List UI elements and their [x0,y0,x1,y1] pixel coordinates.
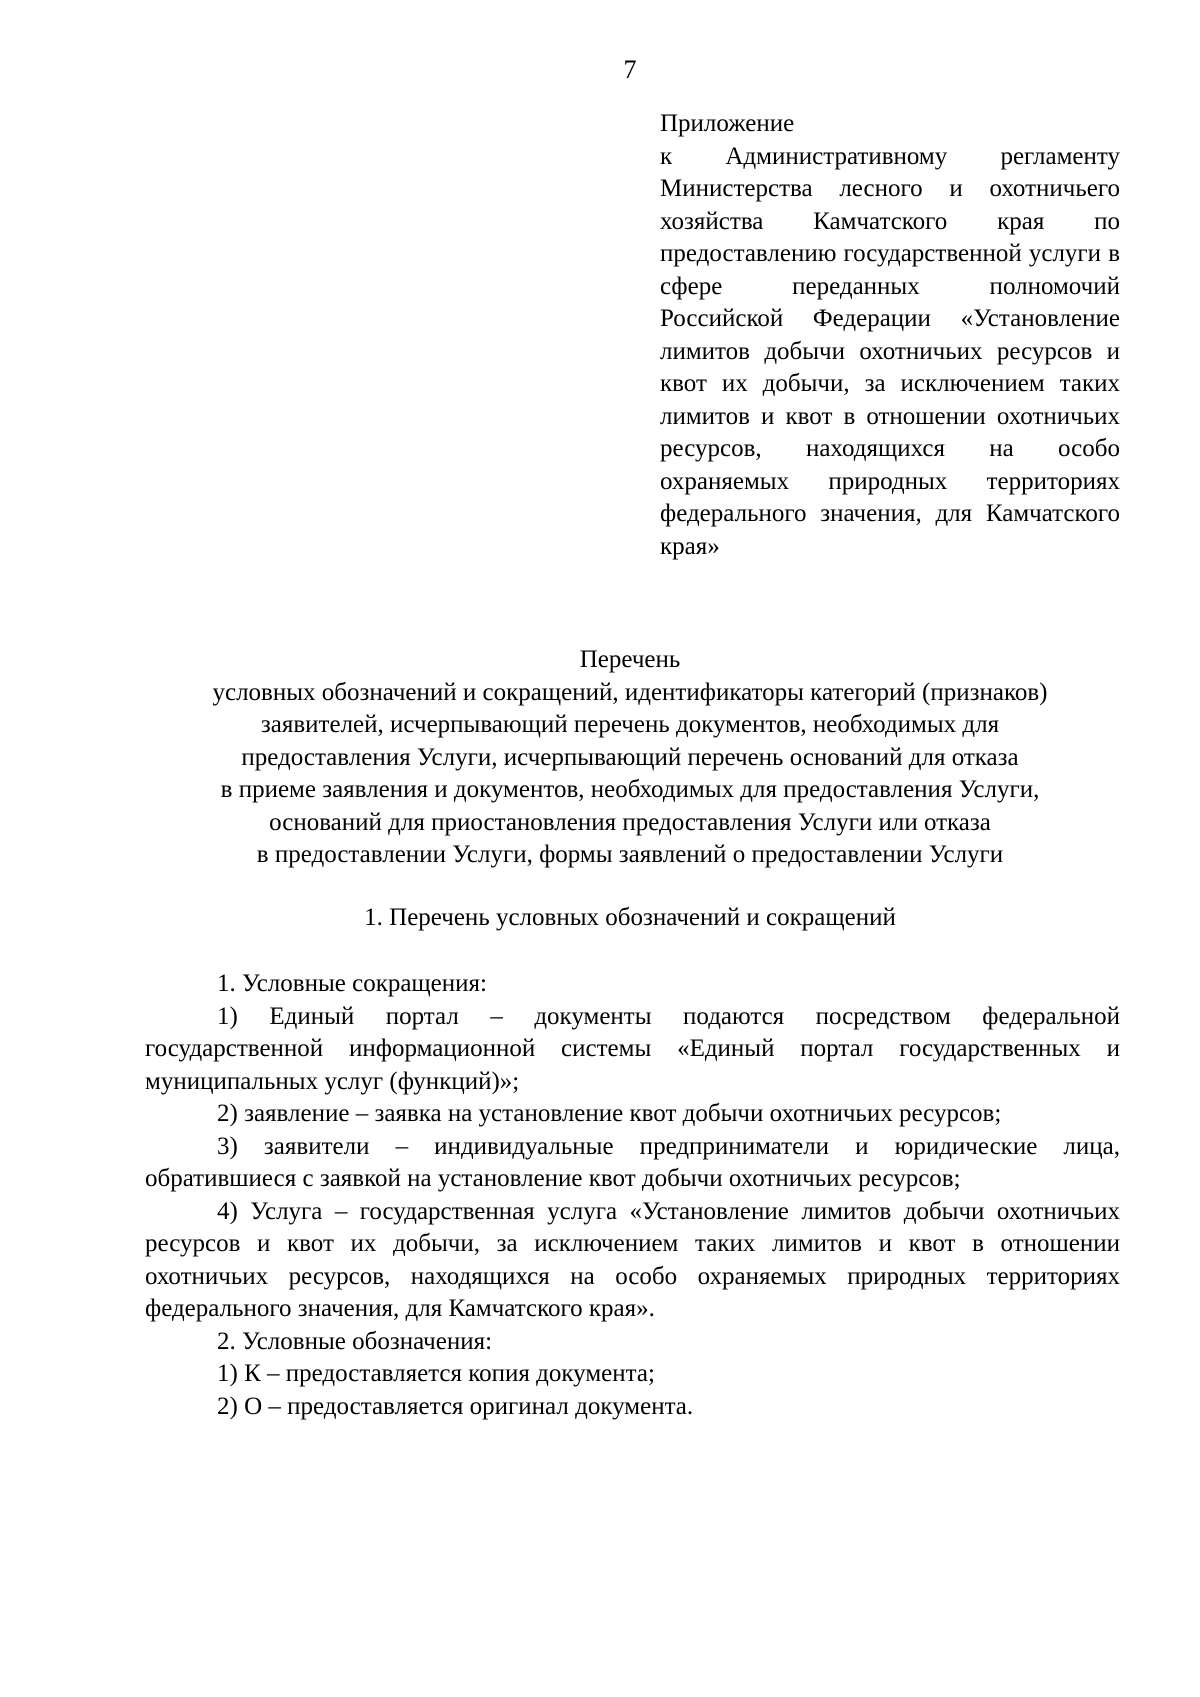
paragraph: 2) заявление – заявка на установление квот добычи охотничьих ресурсов; [217,1100,1002,1127]
document-title-line: в предоставлении Услуги, формы заявлений о предоставлении Услуги [256,841,1004,868]
document-title-word: Перечень [579,646,681,673]
annex-block [660,108,1120,563]
paragraph: 2) О – предоставляется оригинал документа. [217,1392,694,1420]
paragraph: 1. Условные сокращения: [217,970,487,997]
document-title-line: в приеме заявления и документов, необходимых для предоставления Услуги, [220,776,1040,803]
section-heading: 1. Перечень условных обозначений и сокращений [364,904,896,931]
paragraph: 1) Единый портал – документы подаются посредством федеральной государственной информационной системы «Единый портал государственных и муниципальных услуг (функций)»; [145,1002,1120,1095]
document-title [130,644,1130,872]
paragraph: 2. Условные обозначения: [217,1327,493,1355]
page-number: 7 [623,55,637,84]
paragraph: 4) Услуга – государственная услуга «Установление лимитов добычи охотничьих ресурсов и квот их добычи, за исключением таких лимитов и квот в отношении охотничьих ресурсов, находящихся на особо охраняемых природных территориях федерального значения, для Камчатского края». [145,1197,1120,1322]
document-title-line: предоставления Услуги, исчерпывающий перечень оснований для отказа [241,743,1019,771]
content-body [145,968,1120,1423]
annex-title: Приложение [660,110,795,137]
document-title-line: условных обозначений и сокращений, идентификаторы категорий (признаков) [212,678,1048,706]
annex-body: к Административному регламенту Министерства лесного и охотничьего хозяйства Камчатского края по предоставлению государственной услуги в сфере переданных полномочий Российской Федерации «Установление лимитов добычи охотничьих ресурсов и квот их добычи, за исключением таких лимитов и квот в отношении охотничьих ресурсов, находящихся на особо охраняемых природных территориях федерального значения, для Камчатского края» [660,142,1120,560]
paragraph: 3) заявители – индивидуальные предприниматели и юридические лица, обратившиеся с заявкой на установление квот добычи охотничьих ресурсов; [145,1132,1120,1192]
paragraph: 1) К – предоставляется копия документа; [217,1360,655,1387]
document-title-line: оснований для приостановления предоставления Услуги или отказа [269,808,991,836]
document-title-line: заявителей, исчерпывающий перечень документов, необходимых для [260,711,1000,738]
